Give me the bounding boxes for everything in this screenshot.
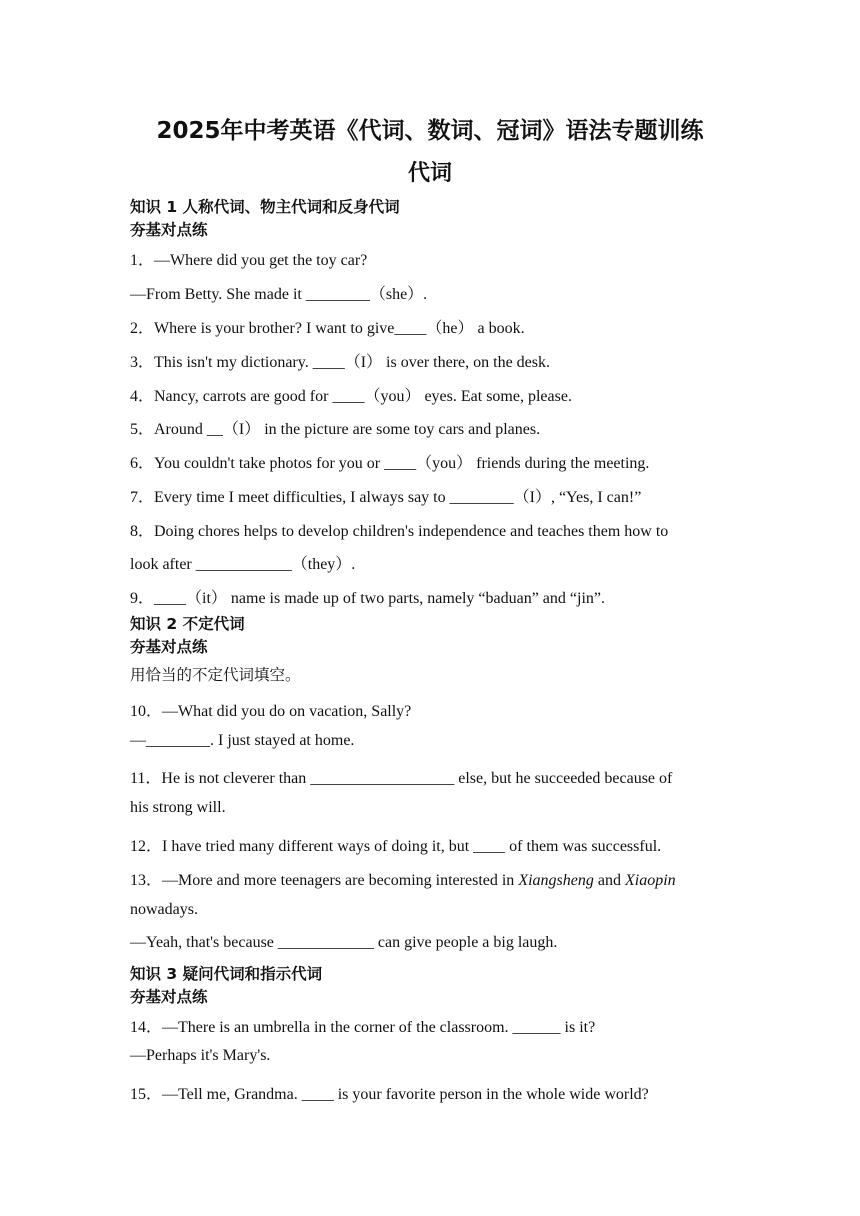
question-9: 9．____（it） name is made up of two parts, namely “baduan” and “jin”. — [130, 590, 605, 607]
question-1-line-1: 1．—Where did you get the toy car? — [130, 252, 368, 269]
question-4: 4．Nancy, carrots are good for ____（you） eyes. Eat some, please. — [130, 388, 572, 405]
section-2-heading: 知识 2 不定代词 — [130, 615, 245, 633]
question-8-line-1: 8．Doing chores helps to develop children's independence and teaches them how to — [130, 523, 669, 540]
question-6: 6．You couldn't take photos for you or ____（you） friends during the meeting. — [130, 455, 650, 472]
question-2: 2．Where is your brother? I want to give____（he） a book. — [130, 320, 525, 337]
section-1-heading: 知识 1 人称代词、物主代词和反身代词 — [130, 198, 400, 216]
section-title: 代词 — [407, 161, 452, 186]
page-title: 2025年中考英语《代词、数词、冠词》语法专题训练 — [156, 118, 704, 144]
question-13-line-3: —Yeah, that's because ____________ can give people a big laugh. — [130, 934, 558, 951]
question-11-line-1: 11．He is not cleverer than __________________ else, but he succeeded because of — [130, 770, 673, 787]
question-13-and: and — [593, 872, 625, 889]
question-1-line-2: —From Betty. She made it ________（she）. — [130, 286, 428, 303]
section-3-heading: 知识 3 疑问代词和指示代词 — [130, 965, 323, 983]
question-5: 5．Around __（I） in the picture are some toy cars and planes. — [130, 421, 541, 438]
question-7: 7．Every time I meet difficulties, I always say to ________（I）, “Yes, I can!” — [130, 489, 642, 506]
question-14-line-2: —Perhaps it's Mary's. — [130, 1047, 271, 1064]
question-11-line-2: his strong will. — [130, 799, 226, 816]
question-14-line-1: 14．—There is an umbrella in the corner of the classroom. ______ is it? — [130, 1019, 596, 1036]
question-10-line-1: 10．—What did you do on vacation, Sally? — [130, 703, 412, 720]
section-2-instruction: 用恰当的不定代词填空。 — [130, 666, 301, 684]
question-13-line-1 — [130, 867, 676, 890]
xiaopin-term: Xiaopin — [624, 872, 676, 889]
xiangsheng-term: Xiangsheng — [518, 872, 594, 889]
question-13-line-2: nowadays. — [130, 901, 198, 918]
question-15: 15．—Tell me, Grandma. ____ is your favorite person in the whole wide world? — [130, 1086, 649, 1103]
section-1-subheading: 夯基对点练 — [130, 221, 208, 239]
section-2-subheading: 夯基对点练 — [130, 638, 208, 656]
question-3: 3．This isn't my dictionary. ____（I） is over there, on the desk. — [130, 354, 551, 371]
question-13-text: 13．—More and more teenagers are becoming interested in — [130, 872, 519, 889]
section-3-subheading: 夯基对点练 — [130, 988, 208, 1006]
question-8-line-2: look after ____________（they）. — [130, 556, 356, 573]
question-10-line-2: —________. I just stayed at home. — [130, 732, 355, 749]
question-12: 12．I have tried many different ways of doing it, but ____ of them was successful. — [130, 838, 662, 855]
